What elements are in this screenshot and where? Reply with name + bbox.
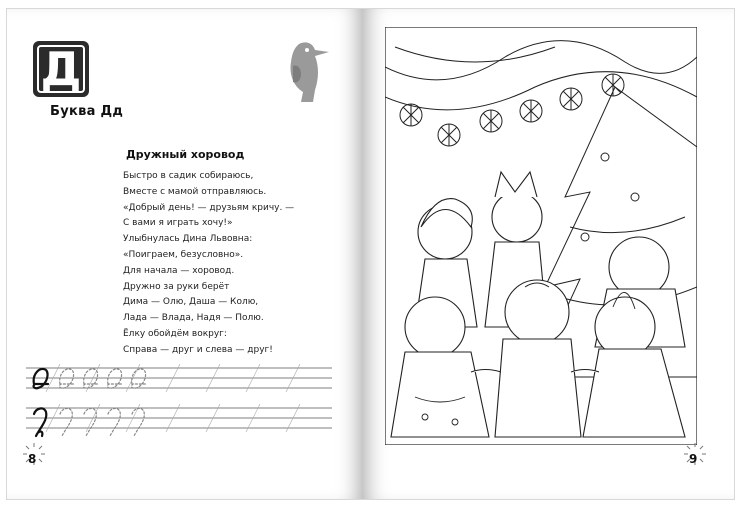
- letter-badge: [33, 41, 89, 97]
- poem-text: [123, 169, 333, 359]
- page-number-right: 9: [689, 452, 698, 466]
- poem-title: Дружный хоровод: [126, 148, 245, 161]
- poem-line: Справа — друг и слева — друг!: [123, 344, 273, 355]
- poem-line: Вместе с мамой отправляюсь.: [123, 186, 267, 197]
- poem-line: Лада — Влада, Надя — Полю.: [123, 313, 264, 324]
- woodpecker-icon: [279, 40, 331, 104]
- poem-line: Для начала — хоровод.: [123, 265, 235, 276]
- section-title: Буква Дд: [50, 104, 124, 119]
- poem-line: Дима — Олю, Даша — Колю,: [123, 297, 259, 308]
- poem-line: «Поиграем, безусловно».: [123, 249, 244, 260]
- coloring-illustration: [385, 27, 697, 445]
- poem-line: «Добрый день! — друзьям кричу. —: [123, 202, 295, 213]
- poem-line: С вами я играть хочу!»: [123, 218, 233, 229]
- handwriting-practice: [26, 364, 332, 444]
- poem-line: Ёлку обойдём вокруг:: [123, 328, 227, 339]
- poem-line: Улыбнулась Дина Львовна:: [123, 234, 253, 245]
- poem-line: Быстро в садик собираюсь,: [123, 171, 254, 181]
- page-number-left: 8: [28, 452, 37, 466]
- big-letter: Д: [40, 42, 82, 96]
- poem-line: Дружно за руки берёт: [123, 281, 230, 292]
